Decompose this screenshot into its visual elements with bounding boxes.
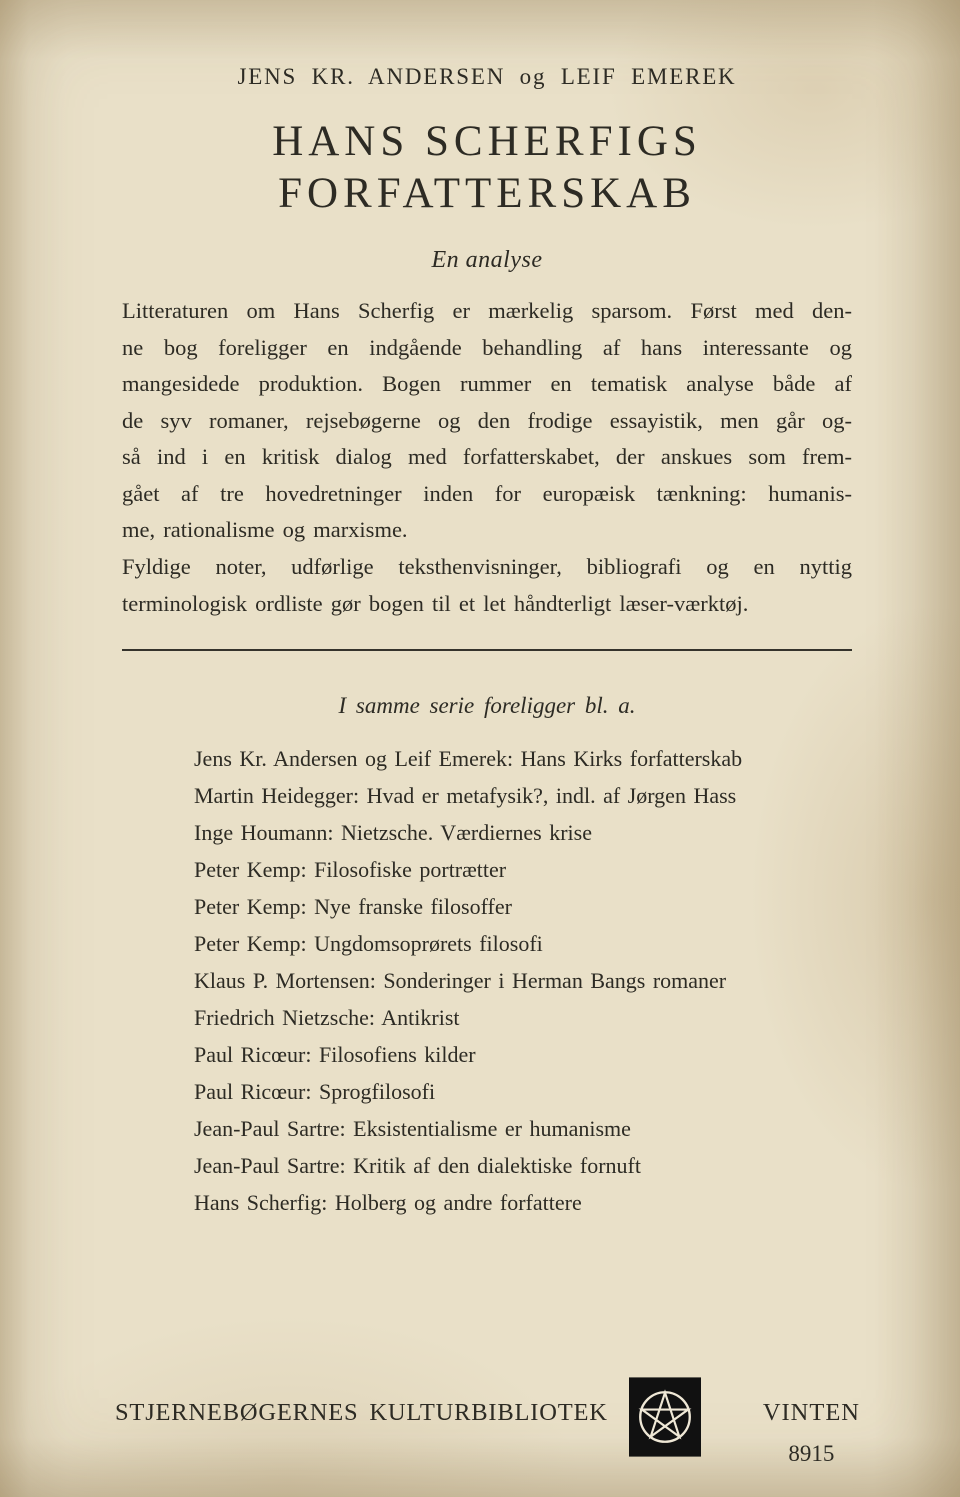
blurb-line: gået af tre hovedretninger inden for europæisk tænkning: humanis- — [122, 480, 852, 506]
footer — [115, 1377, 860, 1467]
series-item: Klaus P. Mortensen: Sonderinger i Herman Bangs romaner — [194, 968, 727, 994]
series-heading: I samme serie foreligger bl. a. — [338, 693, 636, 719]
series-item: Hans Scherfig: Holberg og andre forfattere — [194, 1190, 582, 1216]
series-item: Jean-Paul Sartre: Kritik af den dialektiske fornuft — [194, 1153, 641, 1179]
book-title — [122, 116, 852, 221]
blurb-line: så ind i en kritisk dialog med forfatterskabet, der anskues som frem- — [122, 444, 852, 470]
pentagram-star-logo-icon — [629, 1377, 701, 1457]
blurb-line: terminologisk ordliste gør bogen til et let håndterligt læser-værktøj. — [122, 590, 749, 616]
divider-rule — [122, 649, 852, 651]
series-item: Inge Houmann: Nietzsche. Værdiernes krise — [194, 820, 592, 846]
publisher-name: VINTEN — [762, 1399, 860, 1426]
series-item: Jean-Paul Sartre: Eksistentialisme er humanisme — [194, 1116, 631, 1142]
publisher-block — [763, 1399, 860, 1467]
blurb-line: de syv romaner, rejsebøgerne og den frodige essayistik, men går og- — [122, 407, 852, 433]
book-title-line-1: HANS SCHERFIGS — [272, 118, 702, 165]
blurb-paragraphs — [122, 293, 852, 622]
blurb-line: mangesidede produktion. Bogen rummer en tematisk analyse både af — [122, 371, 852, 397]
blurb-line: Fyldige noter, udførlige teksthenvisninger, bibliografi og en nyttig — [122, 554, 852, 580]
catalog-number: 8915 — [788, 1441, 835, 1466]
blurb-line: Litteraturen om Hans Scherfig er mærkelig sparsom. Først med den- — [122, 297, 852, 323]
series-item: Paul Ricœur: Sprogfilosofi — [194, 1079, 436, 1105]
authors-line: JENS KR. ANDERSEN og LEIF EMEREK — [237, 64, 737, 89]
book-title-line-2: FORFATTERSKAB — [278, 170, 696, 218]
blurb-line: me, rationalisme og marxisme. — [122, 517, 408, 543]
series-item: Jens Kr. Andersen og Leif Emerek: Hans Kirks forfatterskab — [194, 746, 743, 772]
series-item: Peter Kemp: Filosofiske portrætter — [194, 857, 507, 883]
series-item: Paul Ricœur: Filosofiens kilder — [194, 1042, 476, 1068]
blurb-line: ne bog foreligger en indgående behandling af hans interessante og — [122, 334, 852, 360]
series-item: Friedrich Nietzsche: Antikrist — [194, 1005, 460, 1031]
series-item: Peter Kemp: Nye franske filosoffer — [194, 894, 512, 920]
series-list — [194, 740, 852, 1221]
book-subtitle: En analyse — [431, 246, 543, 273]
series-item: Peter Kemp: Ungdomsoprørets filosofi — [194, 931, 543, 957]
series-item: Martin Heidegger: Hvad er metafysik?, indl. af Jørgen Hass — [194, 783, 737, 809]
publisher-series-name: STJERNEBØGERNES KULTURBIBLIOTEK — [115, 1399, 608, 1426]
cover-content — [122, 0, 852, 1497]
